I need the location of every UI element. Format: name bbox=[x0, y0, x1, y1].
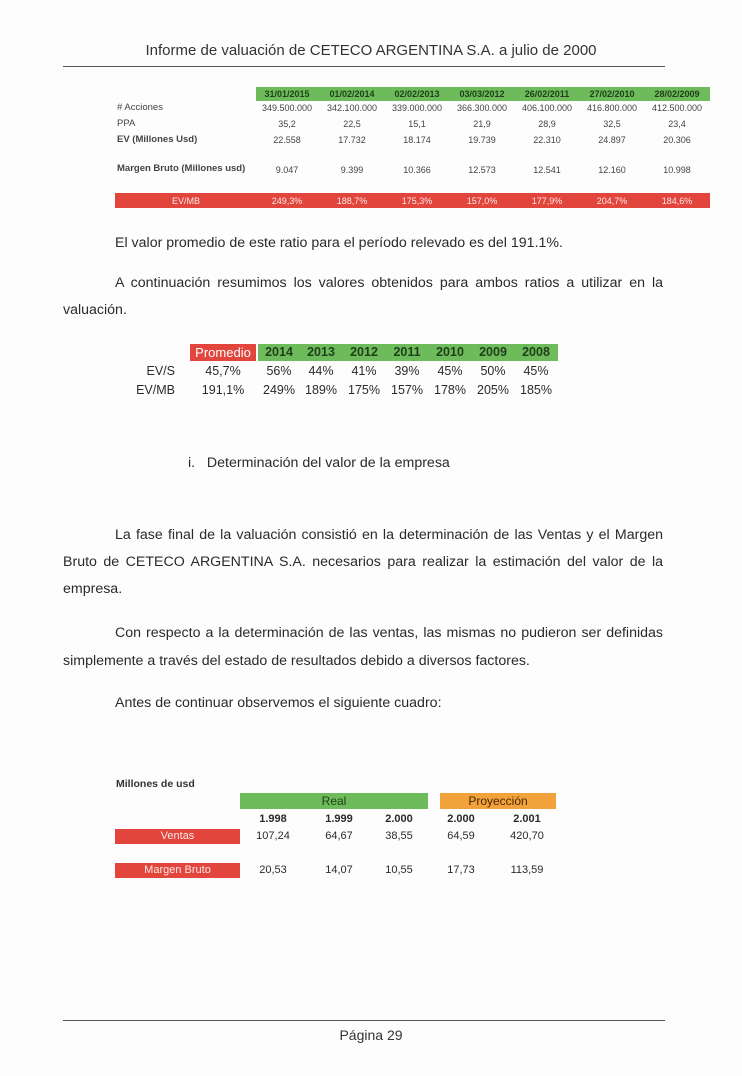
year-header: 2014 bbox=[265, 345, 293, 359]
table-cell: 339.000.000 bbox=[391, 103, 443, 113]
date-header: 03/03/2012 bbox=[459, 89, 505, 99]
table-cell: 185% bbox=[520, 383, 552, 397]
ratio-summary-table bbox=[0, 344, 742, 404]
years-header bbox=[258, 344, 558, 361]
table-cell: 50% bbox=[480, 364, 506, 378]
row-label-margen-bruto-text: Margen Bruto bbox=[144, 864, 211, 876]
table-cell: 9.047 bbox=[275, 165, 299, 175]
year-header: 2.001 bbox=[513, 813, 541, 825]
table-cell: 175% bbox=[348, 383, 380, 397]
paragraph-summary-line2: valuación. bbox=[63, 302, 127, 318]
table-cell: 406.100.000 bbox=[521, 103, 573, 113]
year-header: 1.998 bbox=[259, 813, 287, 825]
paragraph-sales-line2: simplemente a través del estado de resultados debido a diversos factores. bbox=[63, 653, 530, 669]
year-header: 2.000 bbox=[447, 813, 475, 825]
footer-rule bbox=[63, 1020, 665, 1021]
table-cell: 35,2 bbox=[278, 119, 296, 129]
year-header: 2011 bbox=[393, 345, 421, 359]
promedio-header-label: Promedio bbox=[195, 345, 251, 360]
row-label-acciones: # Acciones bbox=[117, 102, 163, 113]
table-cell: 20,53 bbox=[259, 864, 287, 876]
date-header: 27/02/2010 bbox=[589, 89, 635, 99]
row-label-ev-mb: EV/MB bbox=[136, 383, 175, 397]
row-label-ev-s: EV/S bbox=[146, 364, 175, 378]
table-cell: 366.300.000 bbox=[456, 103, 508, 113]
table-cell: 10.366 bbox=[403, 165, 431, 175]
table-cell: 12.541 bbox=[533, 165, 561, 175]
table-cell: 20.306 bbox=[663, 135, 691, 145]
table-cell: 24.897 bbox=[598, 135, 626, 145]
promedio-header bbox=[190, 344, 256, 361]
ratio-cell: 177,9% bbox=[531, 196, 563, 206]
date-header: 02/02/2013 bbox=[394, 89, 440, 99]
table-cell: 412.500.000 bbox=[651, 103, 703, 113]
table-cell: 14,07 bbox=[325, 864, 353, 876]
table-cell: 23,4 bbox=[668, 119, 686, 129]
paragraph-summary-line1: A continuación resumimos los valores obtenidos para ambos ratios a utilizar en la bbox=[115, 275, 663, 291]
table-cell: 64,67 bbox=[325, 830, 353, 842]
projection-header-label: Proyección bbox=[468, 794, 528, 808]
table-cell: 205% bbox=[477, 383, 509, 397]
year-header: 2010 bbox=[436, 345, 464, 359]
row-label-margen-bruto bbox=[115, 863, 240, 878]
table-cell: 32,5 bbox=[603, 119, 621, 129]
date-header: 31/01/2015 bbox=[264, 89, 310, 99]
table-cell: 39% bbox=[394, 364, 420, 378]
table-cell: 17,73 bbox=[447, 864, 475, 876]
paragraph-average-ratio: El valor promedio de este ratio para el período relevado es del 191.1%. bbox=[115, 235, 563, 251]
real-header-label: Real bbox=[321, 794, 347, 808]
table-cell: 416.800.000 bbox=[586, 103, 638, 113]
table-cell: 41% bbox=[351, 364, 377, 378]
date-header-row bbox=[256, 87, 710, 101]
year-header: 2013 bbox=[307, 345, 335, 359]
header-rule bbox=[63, 66, 665, 67]
table-cell: 18.174 bbox=[403, 135, 431, 145]
table-cell: 21,9 bbox=[473, 119, 491, 129]
ratio-label: EV/MB bbox=[171, 196, 200, 206]
table-cell: 420,70 bbox=[510, 830, 544, 842]
table-cell: 22,5 bbox=[343, 119, 361, 129]
unit-label: Millones de usd bbox=[116, 778, 195, 790]
page-header-title: Informe de valuación de CETECO ARGENTINA S.A. a julio de 2000 bbox=[145, 42, 597, 59]
table-cell: 12.573 bbox=[468, 165, 496, 175]
section-heading: i. Determinación del valor de la empresa bbox=[188, 455, 450, 471]
table-cell: 349.500.000 bbox=[261, 103, 313, 113]
date-header: 28/02/2009 bbox=[654, 89, 700, 99]
table-cell: 45% bbox=[437, 364, 463, 378]
date-header: 01/02/2014 bbox=[329, 89, 375, 99]
table-cell: 45% bbox=[523, 364, 549, 378]
row-label-ventas-text: Ventas bbox=[160, 830, 195, 842]
row-label-ppa: PPA bbox=[117, 118, 136, 129]
ev-mb-table bbox=[0, 87, 742, 212]
ratio-cell: 157,0% bbox=[466, 196, 498, 206]
year-header: 2012 bbox=[350, 345, 378, 359]
projection-header bbox=[440, 793, 556, 809]
year-header: 2.000 bbox=[385, 813, 413, 825]
year-header: 2008 bbox=[522, 345, 550, 359]
promedio-value: 191,1% bbox=[201, 383, 245, 397]
table-cell: 249% bbox=[263, 383, 295, 397]
real-header bbox=[240, 793, 428, 809]
table-cell: 9.399 bbox=[340, 165, 364, 175]
year-header: 1.999 bbox=[325, 813, 353, 825]
table-cell: 342.100.000 bbox=[326, 103, 378, 113]
paragraph-sales-line1: Con respecto a la determinación de las ventas, las mismas no pudieron ser definidas bbox=[115, 625, 663, 641]
ratio-cell: 188,7% bbox=[336, 196, 368, 206]
row-label-margen-bruto: Margen Bruto (Millones usd) bbox=[117, 163, 246, 174]
table-cell: 107,24 bbox=[256, 830, 290, 842]
table-cell: 22.310 bbox=[533, 135, 561, 145]
table-cell: 22.558 bbox=[273, 135, 301, 145]
year-header: 2009 bbox=[479, 345, 507, 359]
table-cell: 28,9 bbox=[538, 119, 556, 129]
ratio-cell: 204,7% bbox=[596, 196, 628, 206]
ratio-cell: 184,6% bbox=[661, 196, 693, 206]
promedio-value: 45,7% bbox=[205, 364, 241, 378]
table-cell: 113,59 bbox=[510, 864, 544, 876]
page-number: Página 29 bbox=[339, 1027, 403, 1043]
table-cell: 19.739 bbox=[468, 135, 496, 145]
paragraph-next-table: Antes de continuar observemos el siguiente cuadro: bbox=[115, 695, 442, 711]
table-cell: 10.998 bbox=[663, 165, 691, 175]
paragraph-final-phase-line2: Bruto de CETECO ARGENTINA S.A. necesarios para realizar la estimación del valor de la bbox=[63, 554, 663, 570]
table-cell: 189% bbox=[305, 383, 337, 397]
table-cell: 56% bbox=[266, 364, 292, 378]
sales-margin-table bbox=[0, 776, 742, 886]
ratio-cell: 175,3% bbox=[401, 196, 433, 206]
paragraph-final-phase-line3: empresa. bbox=[63, 581, 123, 597]
date-header: 26/02/2011 bbox=[524, 89, 570, 99]
ratio-cell: 249,3% bbox=[271, 196, 303, 206]
table-cell: 178% bbox=[434, 383, 466, 397]
table-cell: 44% bbox=[308, 364, 334, 378]
table-cell: 17.732 bbox=[338, 135, 366, 145]
table-cell: 157% bbox=[391, 383, 423, 397]
table-cell: 64,59 bbox=[447, 830, 475, 842]
row-label-ventas bbox=[115, 829, 240, 844]
table-cell: 12.160 bbox=[598, 165, 626, 175]
table-cell: 15,1 bbox=[408, 119, 426, 129]
table-cell: 10,55 bbox=[385, 864, 413, 876]
paragraph-final-phase-line1: La fase final de la valuación consistió en la determinación de las Ventas y el Margen bbox=[115, 527, 663, 543]
table-cell: 38,55 bbox=[385, 830, 413, 842]
ev-mb-ratio-row bbox=[115, 193, 710, 208]
row-label-ev: EV (Millones Usd) bbox=[117, 134, 198, 145]
